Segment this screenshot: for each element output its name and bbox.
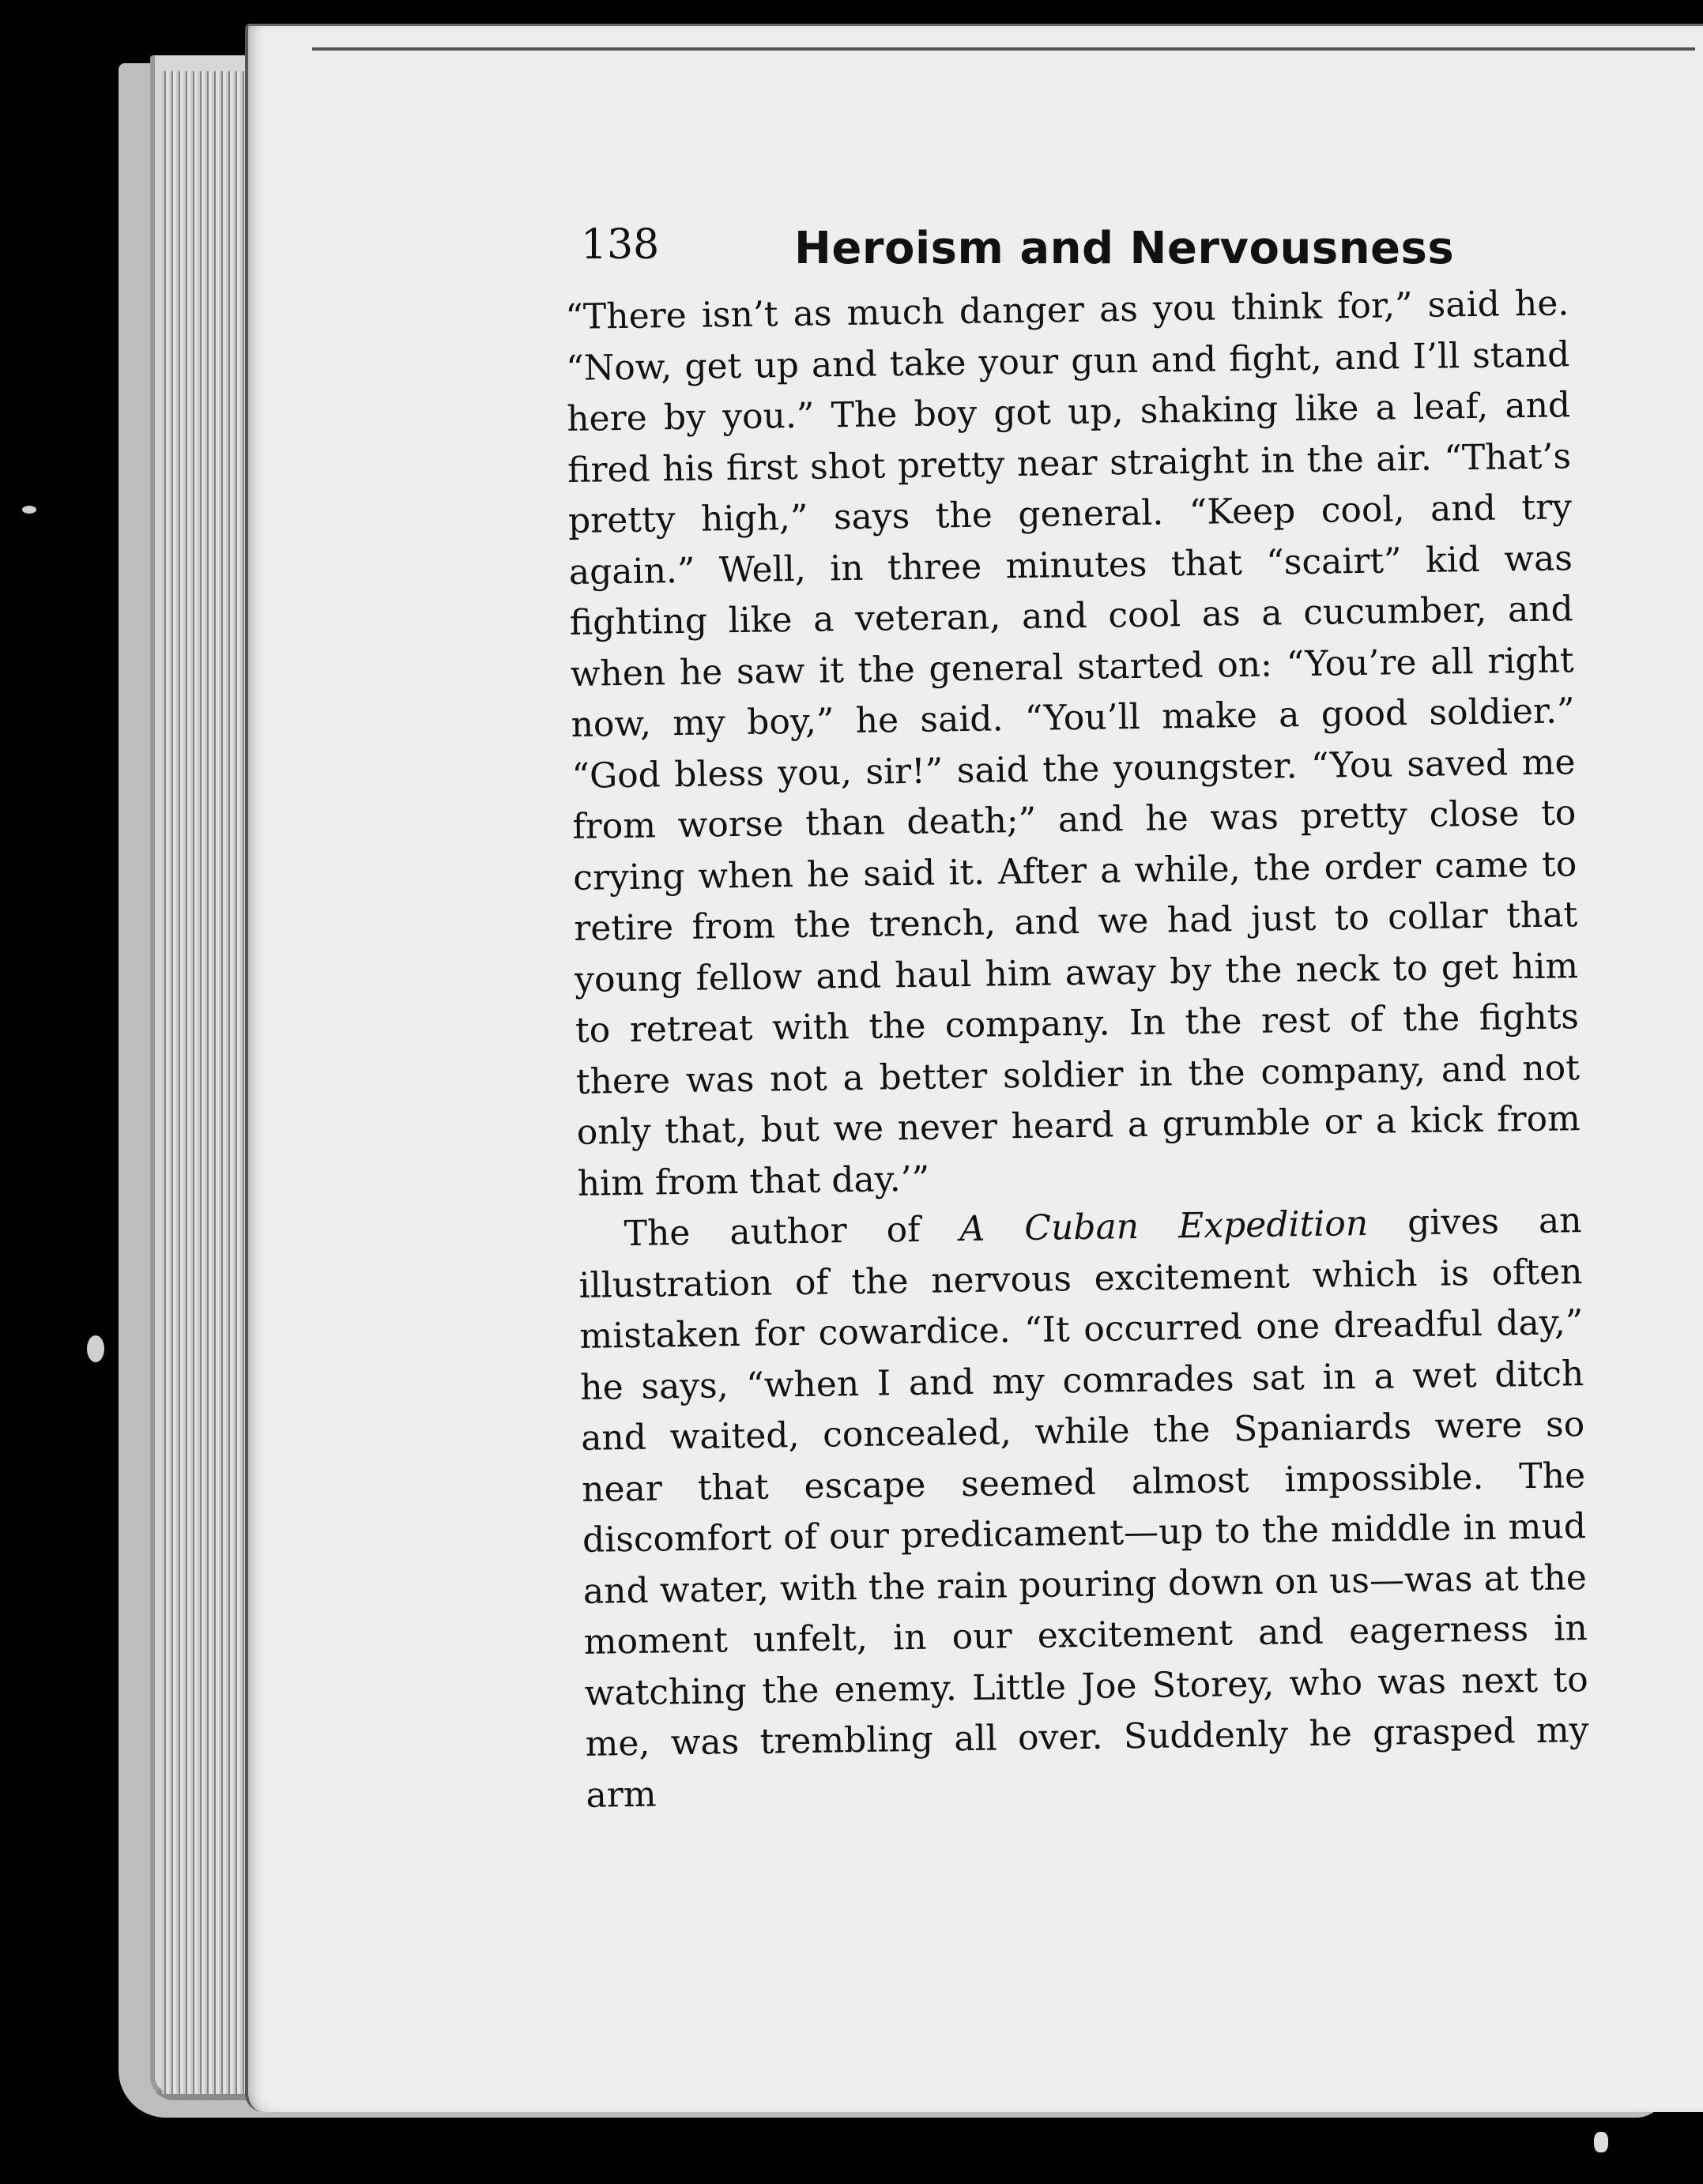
page-number: 138 xyxy=(581,221,660,269)
page-body xyxy=(565,278,1590,1821)
paragraph-text: gives an illustration of the nervous excitement which is often mistaken for cowardice. “It occurred one dreadful day,” he says, “when I and my comrades sat in a wet ditch and waited, concealed, while the Spaniards were so near that escape seemed almost impossible. The discomfort of our predicament—up to the middle in mud and water, with the rain pouring down on us—was at the moment unfelt, in our excitement and eagerness in watching the enemy. Little Joe Storey, who was next to me, was trembling all over. Suddenly he grasped my arm xyxy=(578,1200,1589,1816)
paragraph: “There isn’t as much danger as you think for,” said he. “Now, get up and take your gun and fight, and I’ll stand here by you.” The boy got up, shaking like a leaf, and fired his first shot pretty near straight in the air. “That’s pretty high,” says the general. “Keep cool, and try again.” Well, in three minutes that “scairt” kid was fighting like a veteran, and cool as a cucumber, and when he saw it the general started on: “You’re all right now, my boy,” he said. “You’ll make a good soldier.” “God bless you, sir!” said the youngster. “You saved me from worse than death;” and he was pretty close to crying when he said it. After a while, the order came to retire from the trench, and we had just to collar that young fellow and haul him away by the neck to get him to retreat with the company. In the rest of the fights there was not a better soldier in the company, and not only that, but we never heard a grumble or a kick from him from that day.’” xyxy=(565,283,1581,1204)
paragraph xyxy=(578,1196,1590,1821)
scan-speck xyxy=(1594,2132,1608,2152)
running-title: Heroism and Nervousness xyxy=(794,223,1455,274)
scan-speck xyxy=(22,506,36,514)
paragraph-text: The author of xyxy=(624,1209,960,1255)
scan-speck xyxy=(87,1335,104,1362)
page-edges xyxy=(162,71,257,2094)
page-top-edge xyxy=(312,47,1695,51)
book-title: A Cuban Expedition xyxy=(959,1203,1369,1250)
page-header xyxy=(581,221,1455,284)
